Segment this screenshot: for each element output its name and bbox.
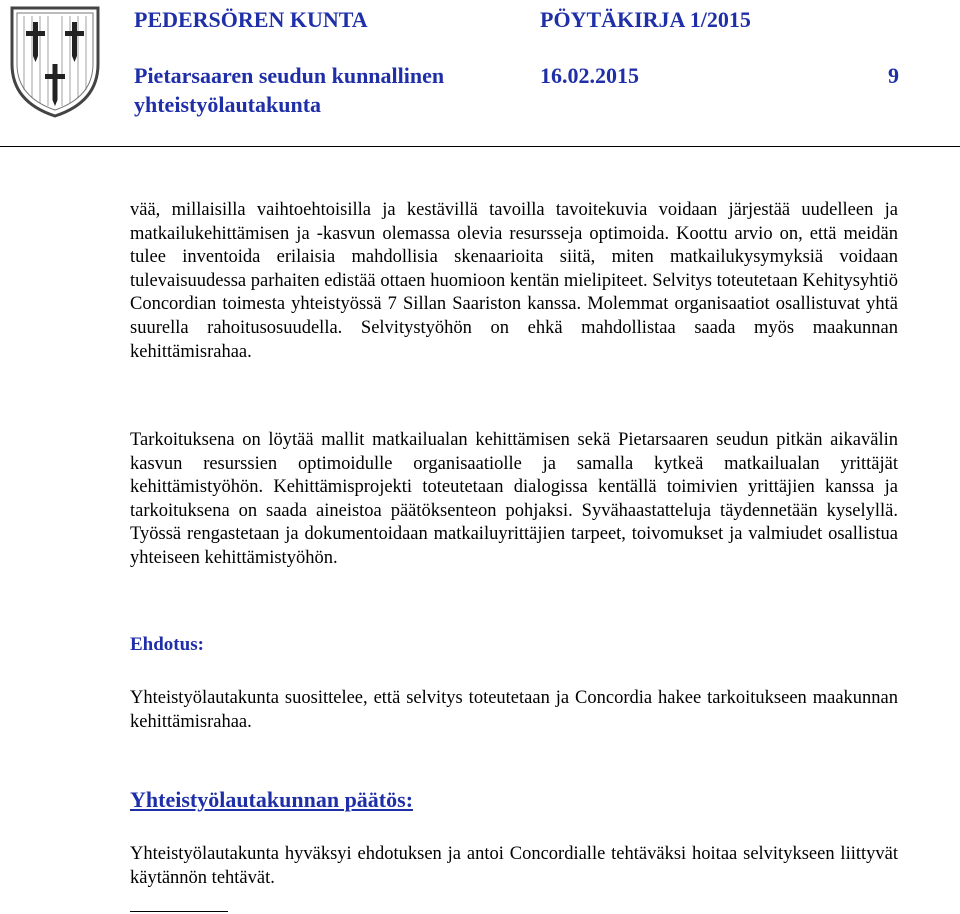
proposal-text: Yhteistyölautakunta suosittelee, että selvitys toteutetaan ja Concordia hakee tarkoitukseen maakunnan kehittämisrahaa.	[130, 688, 898, 732]
header-divider	[0, 146, 960, 147]
page-number: 9	[888, 63, 899, 88]
decision-heading: Yhteistyölautakunnan päätös:	[130, 787, 414, 812]
proposal-heading: Ehdotus:	[130, 634, 204, 655]
decision-text: Yhteistyölautakunta hyväksyi ehdotuksen ja antoi Concordialle tehtäväksi hoitaa selvitykseen liittyvät käytännön tehtävät.	[130, 844, 898, 888]
body-paragraph-2: Tarkoituksena on löytää mallit matkailualan kehittämisen sekä Pietarsaaren seudun pitkän aikavälin kasvun resurssien optimoidulle organisaatiolle ja samalla kytkeä matkailualan yrittäjät kehittämistyöhön. Kehittämisprojekti toteutetaan dialogissa kentällä toimivien yrittäjien kanssa ja tarkoituksena on saada aineistoa päätöksenteon pohjaksi. Syvähaastatteluja täydennetään kyselyllä. Työssä rengastetaan ja dokumentoidaan matkailuyrittäjien tarpeet, toivomukset ja valmiudet osallistua yhteiseen kehittämistyöhön.	[130, 430, 898, 568]
body-paragraph-1: vää, millaisilla vaihtoehtoisilla ja kestävillä tavoilla tavoitekuvia voidaan järjestää uudelleen ja matkailukehittämisen ja -kasvun olemassa olevia resursseja optimoida. Koottu arvio on, että meidän tulee inventoida erilaisia mahdollisia skenaarioita siitä, miten matkailukysymyksiä voidaan tulevaisuudessa parhaiten edistää ottaen huomioon kentän mielipiteet. Selvitys toteutetaan Kehitysyhtiö Concordian toimesta yhteistyössä 7 Sillan Saariston kanssa. Molemmat organisaatiot osallistuvat yhtä suurella rahoitusosuudella. Selvitystyöhön on ehkä mahdollistaa saada myös maakunnan kehittämisrahaa.	[130, 200, 898, 362]
committee-name-line-1: Pietarsaaren seudun kunnallinen	[134, 63, 445, 88]
meeting-date: 16.02.2015	[540, 63, 639, 88]
committee-name-line-2: yhteistyölautakunta	[134, 92, 322, 117]
coat-of-arms-icon	[6, 2, 104, 120]
document-type: PÖYTÄKIRJA 1/2015	[540, 7, 751, 32]
municipality-name: PEDERSÖREN KUNTA	[134, 7, 368, 32]
signature-line	[130, 911, 228, 912]
